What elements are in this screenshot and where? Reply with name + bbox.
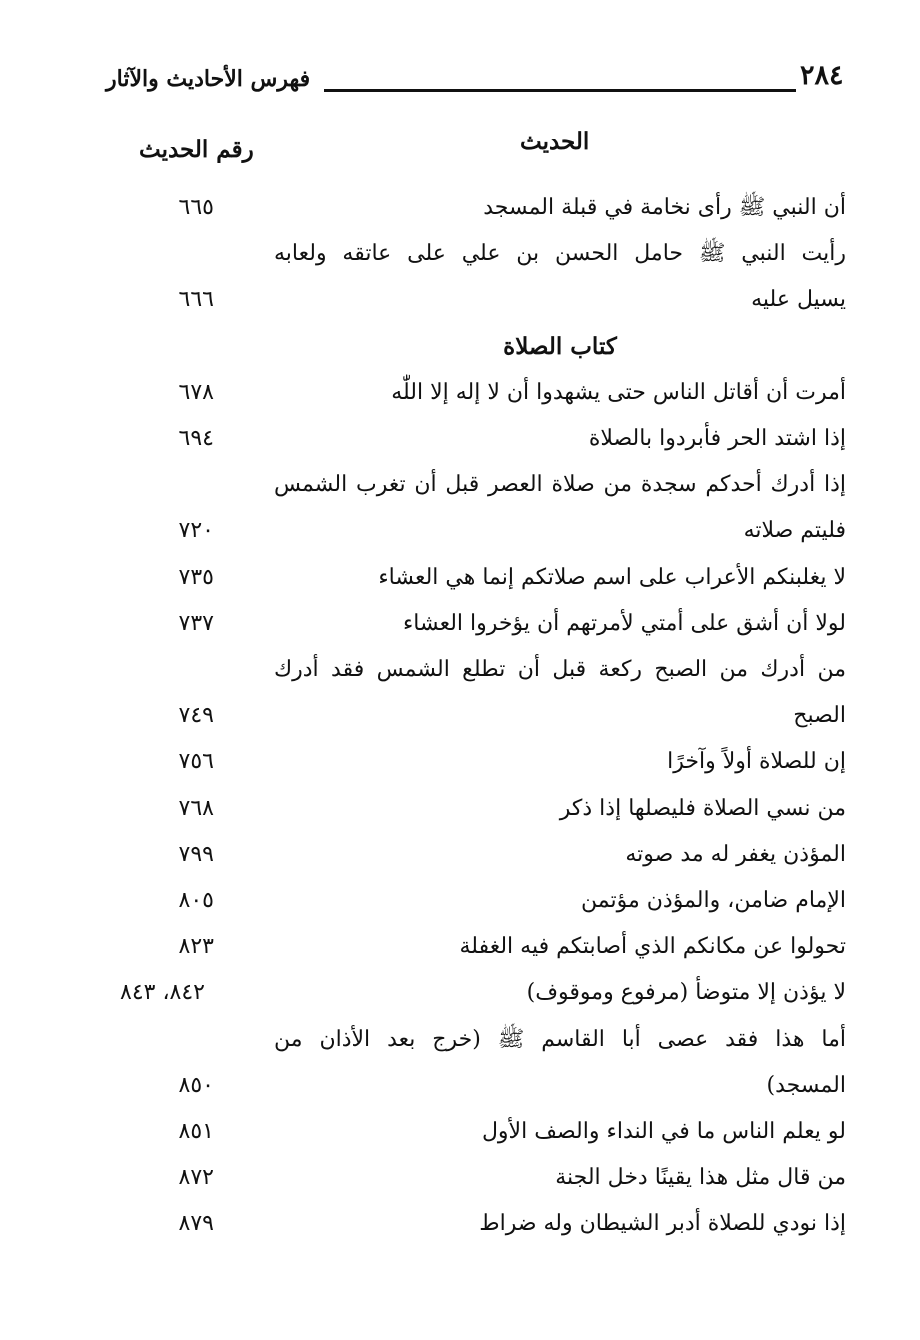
hadith-number: ٧٢٠ (178, 518, 214, 544)
hadith-number: ٦٧٨ (178, 379, 214, 405)
hadith-number: ٨٧٢ (178, 1165, 214, 1191)
hadith-number: ٨٢٣ (178, 934, 214, 960)
hadith-text: يسيل عليه (751, 287, 846, 313)
hadith-text: أن النبي ﷺ رأى نخامة في قبلة المسجد (483, 195, 846, 220)
hadith-text: من قال مثل هذا يقينًا دخل الجنة (555, 1165, 846, 1191)
hadith-text: أما هذا فقد عصى أبا القاسم ﷺ (خرج بعد الأذان من (274, 1026, 846, 1052)
index-row (0, 786, 920, 832)
hadith-text: من نسي الصلاة فليصلها إذا ذكر (559, 795, 846, 821)
hadith-number: ٨٧٩ (178, 1211, 214, 1237)
index-row (0, 462, 920, 508)
hadith-text: إذا نودي للصلاة أدبر الشيطان وله ضراط (479, 1211, 846, 1237)
section-heading-row (0, 324, 920, 370)
index-row (0, 739, 920, 785)
hadith-text: الإمام ضامن، والمؤذن مؤتمن (581, 888, 846, 913)
running-header-title: فهرس الأحاديث والآثار (106, 66, 311, 92)
hadith-number: ٨٤٢، ٨٤٣ (120, 980, 205, 1006)
hadith-text: لا يؤذن إلا متوضأ (مرفوع وموقوف) (526, 980, 846, 1006)
index-row (0, 647, 920, 693)
hadith-number: ٧٤٩ (178, 703, 214, 729)
column-heading-hadith: الحديث (520, 128, 590, 155)
hadith-text: إذا اشتد الحر فأبردوا بالصلاة (588, 426, 846, 451)
index-row (0, 878, 920, 924)
hadith-number: ٧٦٨ (178, 795, 214, 821)
index-row (0, 185, 920, 231)
index-row (0, 231, 920, 277)
hadith-text: لو يعلم الناس ما في النداء والصف الأول (481, 1119, 846, 1144)
hadith-text: الصبح (793, 703, 846, 729)
hadith-number: ٨٠٥ (178, 888, 214, 913)
hadith-number: ٦٩٤ (178, 426, 214, 451)
page-number: ٢٨٤ (800, 60, 844, 91)
index-row (0, 1109, 920, 1155)
index-row (0, 416, 920, 462)
index-row (0, 1201, 920, 1247)
index-row (0, 1017, 920, 1063)
index-row (0, 924, 920, 970)
hadith-number: ٦٦٥ (178, 195, 214, 220)
column-heading-number: رقم الحديث (139, 136, 254, 163)
hadith-number: ٧٣٧ (178, 610, 214, 636)
index-row (0, 1155, 920, 1201)
index-row (0, 277, 920, 323)
hadith-number: ٦٦٦ (178, 287, 214, 313)
index-row (0, 370, 920, 416)
hadith-text: لا يغلبنكم الأعراب على اسم صلاتكم إنما هي العشاء (378, 564, 846, 590)
hadith-text: إن للصلاة أولاً وآخرًا (667, 749, 846, 775)
index-row (0, 555, 920, 601)
hadith-number: ٧٥٦ (178, 749, 214, 775)
header-rule (324, 89, 796, 92)
index-row (0, 970, 920, 1016)
index-row (0, 508, 920, 554)
index-row (0, 601, 920, 647)
hadith-text: المؤذن يغفر له مد صوته (625, 841, 846, 867)
hadith-number: ٧٣٥ (178, 564, 214, 590)
hadith-text: فليتم صلاته (743, 518, 846, 544)
hadith-text: تحولوا عن مكانكم الذي أصابتكم فيه الغفلة (459, 934, 846, 960)
hadith-number: ٧٩٩ (178, 841, 214, 867)
hadith-number: ٨٥٠ (178, 1072, 214, 1098)
index-row (0, 832, 920, 878)
hadith-number: ٨٥١ (178, 1119, 214, 1144)
index-row (0, 1063, 920, 1109)
section-heading: كتاب الصلاة (503, 332, 617, 360)
hadith-text: المسجد) (766, 1072, 846, 1098)
hadith-text: أمرت أن أقاتل الناس حتى يشهدوا أن لا إله إلا اللّٰه (391, 379, 846, 405)
hadith-text: رأيت النبي ﷺ حامل الحسن بن علي على عاتقه ولعابه (274, 241, 846, 267)
index-row (0, 693, 920, 739)
hadith-text: إذا أدرك أحدكم سجدة من صلاة العصر قبل أن تغرب الشمس (274, 472, 846, 498)
hadith-text: من أدرك من الصبح ركعة قبل أن تطلع الشمس فقد أدرك (274, 657, 846, 682)
hadith-text: لولا أن أشق على أمتي لأمرتهم أن يؤخروا العشاء (402, 610, 846, 636)
